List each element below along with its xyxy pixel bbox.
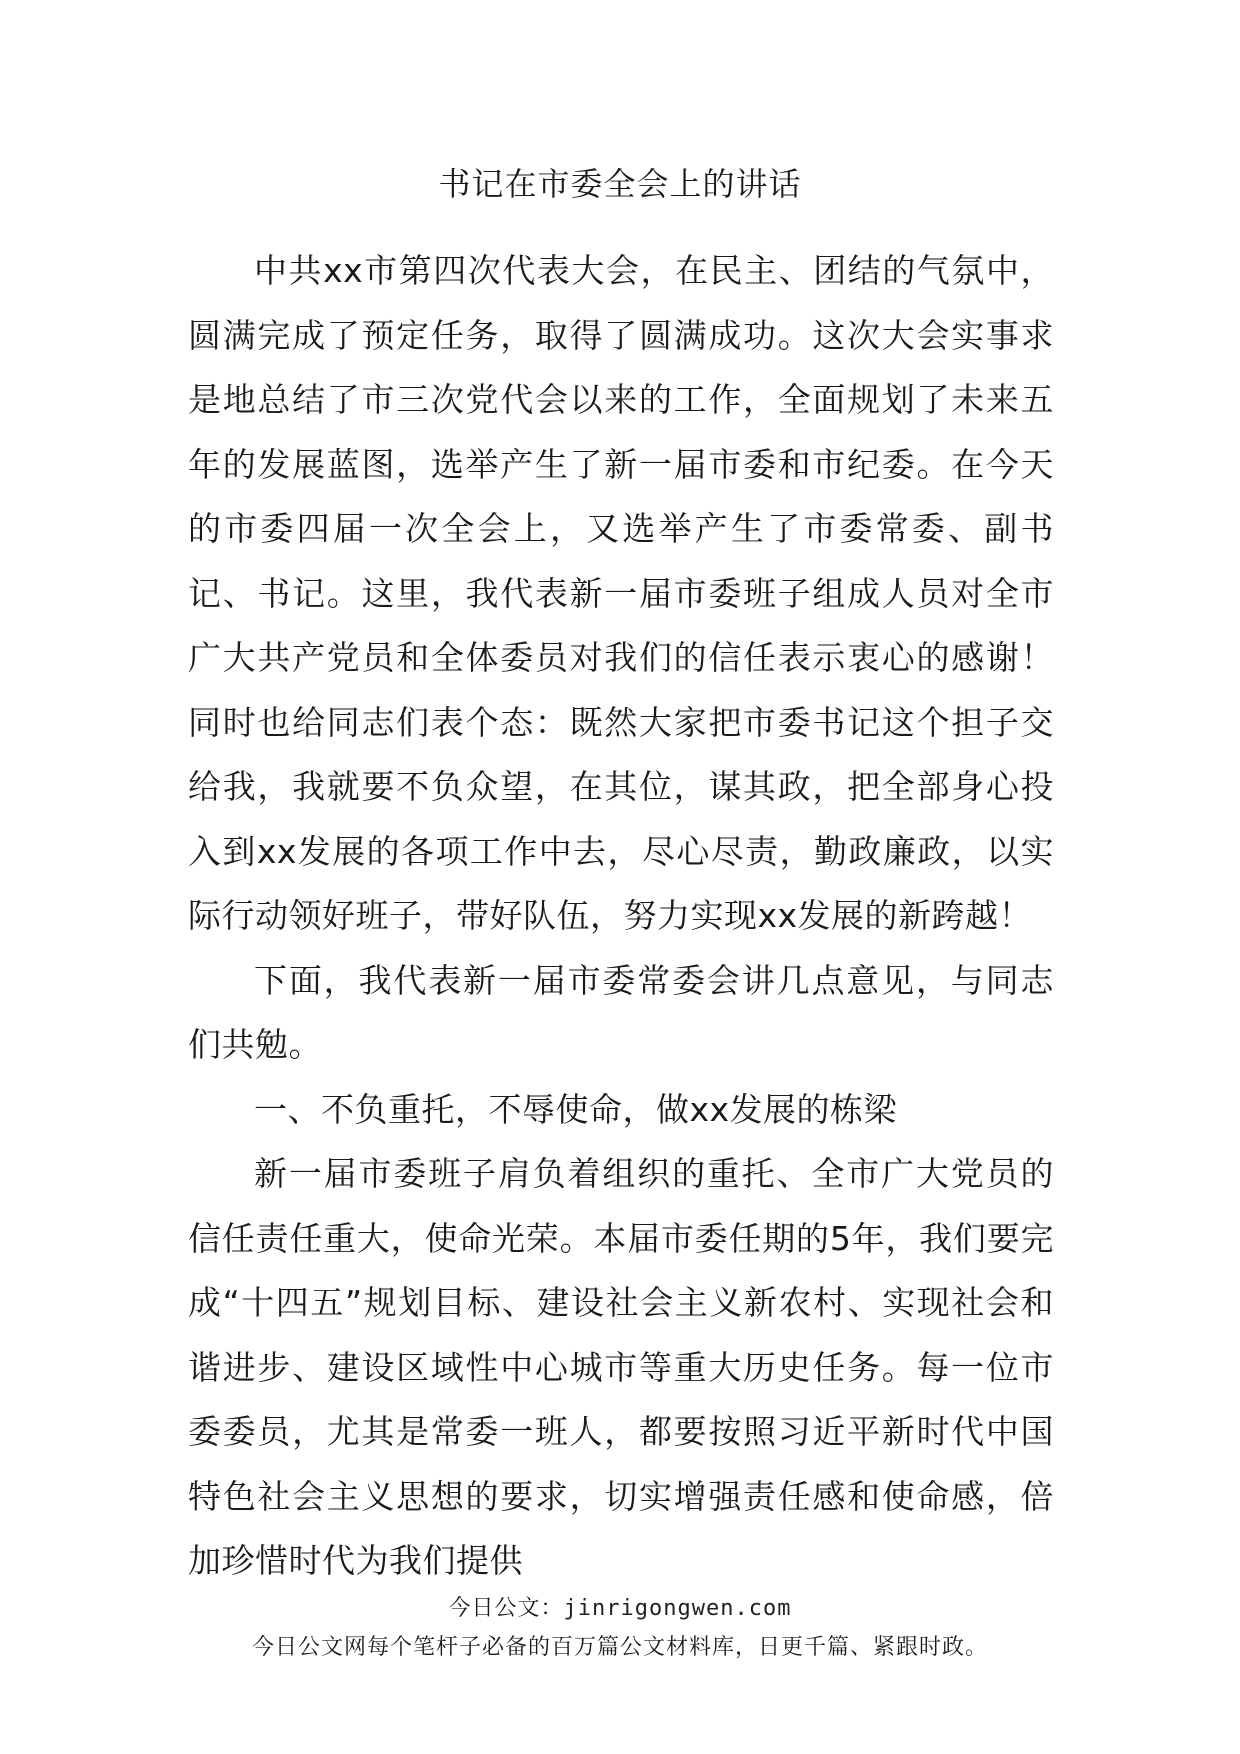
paragraph-opening: 中共xx市第四次代表大会，在民主、团结的气氛中，圆满完成了预定任务，取得了圆满成功。这次大会实事求是地总结了市三次党代会以来的工作，全面规划了未来五年的发展蓝图，选举产生了新一届市委和市纪委。在今天的市委四届一次全会上，又选举产生了市委常委、副书记、书记。这里，我代表新一届市委班子组成人员对全市广大共产党员和全体委员对我们的信任表示衷心的感谢！同时也给同志们表个态：既然大家把市委书记这个担子交给我，我就要不负众望，在其位，谋其政，把全部身心投入到xx发展的各项工作中去，尽心尽责，勤政廉政，以实际行动领好班子，带好队伍，努力实现xx发展的新跨越！ <box>188 251 1054 935</box>
footer-site-url: jinrigongwen.com <box>563 1596 792 1621</box>
document-body <box>188 239 1054 1594</box>
footer-site-line <box>0 1591 1240 1622</box>
footer-slogan: 今日公文网每个笔杆子必备的百万篇公文材料库，日更千篇、紧跟时政。 <box>251 1635 988 1660</box>
section-heading-1: 一、不负重托，不辱使命，做xx发展的栋梁 <box>254 1089 898 1129</box>
paragraph-section-1: 新一届市委班子肩负着组织的重托、全市广大党员的信任责任重大，使命光荣。本届市委任期的5年，我们要完成“十四五”规划目标、建设社会主义新农村、实现社会和谐进步、建设区域性中心城市等重大历史任务。每一位市委委员，尤其是常委一班人，都要按照习近平新时代中国特色社会主义思想的要求，切实增强责任感和使命感，倍加珍惜时代为我们提供 <box>188 1154 1054 1580</box>
footer-site-label: 今日公文： <box>448 1596 564 1621</box>
document-title: 书记在市委全会上的讲话 <box>438 165 802 203</box>
paragraph-transition: 下面，我代表新一届市委常委会讲几点意见，与同志们共勉。 <box>188 960 1054 1064</box>
